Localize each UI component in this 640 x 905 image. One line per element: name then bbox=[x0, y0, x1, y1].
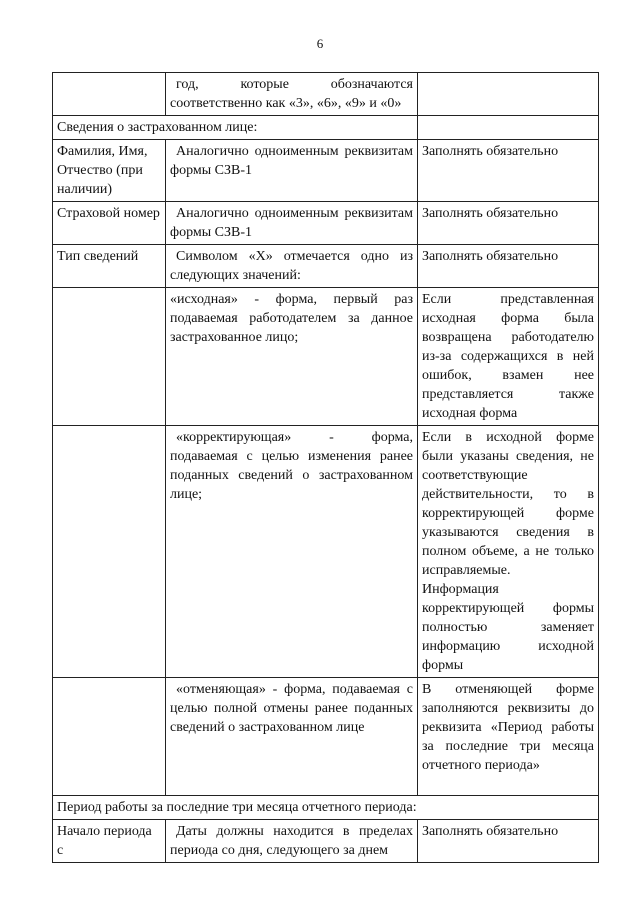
field-label: Страховой номер bbox=[53, 202, 166, 245]
table-row bbox=[53, 820, 599, 863]
continuation-text: год, которые обозначаются соответственно как «3», «6», «9» и «0» bbox=[166, 73, 418, 116]
field-note bbox=[418, 426, 599, 678]
field-note-part: Если в исходной форме были указаны сведения, не соответствующие действительности, то в корректирующей форме указываются сведения в полном объеме, а не только исправляемые. bbox=[422, 430, 594, 578]
table-row bbox=[53, 796, 599, 820]
table-row bbox=[53, 140, 599, 202]
page-number: 6 bbox=[316, 36, 324, 51]
field-label: Тип сведений bbox=[53, 245, 166, 288]
field-note: В отменяющей форме заполняются реквизиты до реквизита «Период работы за последние три месяца отчетного периода» bbox=[418, 678, 599, 796]
field-description: «исходная» - форма, первый раз подаваемая работодателем за данное застрахованное лицо; bbox=[166, 288, 418, 426]
table-row bbox=[53, 678, 599, 796]
field-description: Аналогично одноименным реквизитам формы СЗВ-1 bbox=[166, 202, 418, 245]
field-requirement: Заполнять обязательно bbox=[418, 202, 599, 245]
field-description: Даты должны находится в пределах периода со дня, следующего за днем bbox=[166, 820, 418, 863]
work-period-section-header: Период работы за последние три месяца отчетного периода: bbox=[53, 796, 599, 820]
table-row bbox=[53, 202, 599, 245]
field-description-table bbox=[52, 72, 599, 863]
table-row bbox=[53, 245, 599, 288]
field-requirement: Заполнять обязательно bbox=[418, 820, 599, 863]
field-note-part: Информация корректирующей формы полностью заменяет информацию исходной формы bbox=[422, 582, 594, 673]
field-label: Фамилия, Имя, Отчество (при наличии) bbox=[53, 140, 166, 202]
field-description: «отменяющая» - форма, подаваемая с целью полной отмены ранее поданных сведений о застрахованном лице bbox=[166, 678, 418, 796]
insured-person-section-header: Сведения о застрахованном лице: bbox=[53, 116, 418, 140]
table-row bbox=[53, 288, 599, 426]
table-row bbox=[53, 116, 599, 140]
field-requirement: Заполнять обязательно bbox=[418, 140, 599, 202]
field-description: Символом «Х» отмечается одно из следующих значений: bbox=[166, 245, 418, 288]
table-row bbox=[53, 73, 599, 116]
field-requirement: Заполнять обязательно bbox=[418, 245, 599, 288]
field-note: Если представленная исходная форма была возвращена работодателю из-за содержащихся в ней ошибок, взамен нее представляется также исходная форма bbox=[418, 288, 599, 426]
field-description: «корректирующая» - форма, подаваемая с целью изменения ранее поданных сведений о застрахованном лице; bbox=[166, 426, 418, 678]
field-description: Аналогично одноименным реквизитам формы СЗВ-1 bbox=[166, 140, 418, 202]
field-label: Начало периода с bbox=[53, 820, 166, 863]
table-row bbox=[53, 426, 599, 678]
